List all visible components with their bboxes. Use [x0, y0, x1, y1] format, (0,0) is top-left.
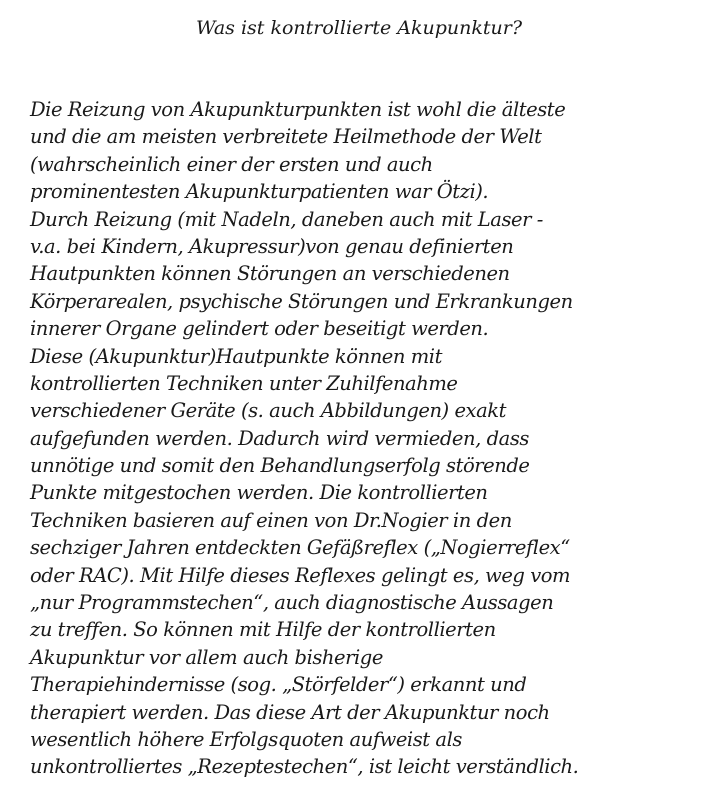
text-line: Diese (Akupunktur)Hautpunkte können mit	[30, 344, 442, 368]
body-paragraph	[30, 96, 710, 781]
text-line: Durch Reizung (mit Nadeln, daneben auch mit Laser -	[30, 207, 543, 231]
text-line: Hautpunkten können Störungen an verschiedenen	[30, 262, 510, 286]
text-line: unnötige und somit den Behandlungserfolg störende	[30, 454, 530, 478]
text-line: Therapiehindernisse (sog. „Störfelder“) erkannt und	[30, 673, 527, 697]
text-line: prominentesten Akupunkturpatienten war Ötzi).	[30, 180, 489, 204]
text-line: „nur Programmstechen“, auch diagnostische Aussagen	[30, 591, 554, 615]
text-line: zu treffen. So können mit Hilfe der kontrollierten	[30, 618, 496, 642]
text-line: Die Reizung von Akupunkturpunkten ist wohl die älteste	[30, 98, 566, 121]
text-line: innerer Organe gelindert oder beseitigt werden.	[30, 317, 489, 341]
text-line: (wahrscheinlich einer der ersten und auch	[30, 152, 433, 176]
text-line: kontrollierten Techniken unter Zuhilfenahme	[30, 371, 458, 395]
text-line: Körperarealen, psychische Störungen und Erkrankungen	[30, 289, 573, 313]
text-line: verschiedener Geräte (s. auch Abbildungen) exakt	[30, 399, 507, 423]
text-line: und die am meisten verbreitete Heilmethode der Welt	[30, 125, 542, 149]
text-line: unkontrolliertes „Rezeptestechen“, ist leicht verständlich.	[30, 755, 579, 779]
text-line: oder RAC). Mit Hilfe dieses Reflexes gelingt es, weg vom	[30, 563, 571, 587]
text-line: v.a. bei Kindern, Akupressur)von genau definierten	[30, 234, 514, 258]
text-line: sechziger Jahren entdeckten Gefäßreflex („Nogierreflex“	[30, 536, 570, 560]
text-line: Punkte mitgestochen werden. Die kontrollierten	[30, 481, 488, 505]
text-line: Techniken basieren auf einen von Dr.Nogier in den	[30, 508, 512, 532]
text-line: aufgefunden werden. Dadurch wird vermieden, dass	[30, 426, 529, 450]
text-line: Akupunktur vor allem auch bisherige	[30, 645, 383, 669]
text-line: wesentlich höhere Erfolgsquoten aufweist als	[30, 727, 462, 751]
text-line: therapiert werden. Das diese Art der Akupunktur noch	[30, 700, 550, 724]
page-title: Was ist kontrollierte Akupunktur?	[195, 17, 523, 39]
